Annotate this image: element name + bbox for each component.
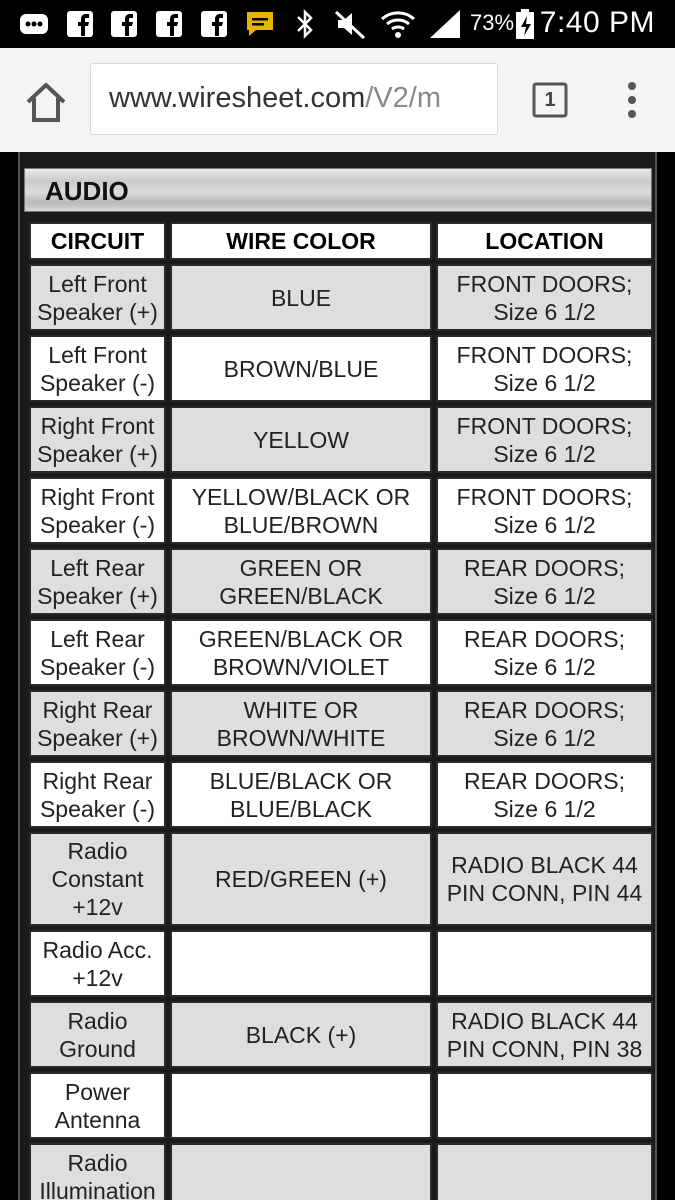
- cell-line: Size 6 1/2: [493, 298, 596, 325]
- cell-line: PIN CONN, PIN 38: [446, 1035, 643, 1062]
- cell-line: RADIO BLACK 44: [451, 852, 638, 878]
- cell-line: Left Rear: [50, 625, 145, 652]
- cell-line: Power: [64, 1078, 131, 1105]
- cell-line: Right Front: [40, 483, 155, 510]
- cell-line: Size 6 1/2: [493, 795, 596, 822]
- cell-wire-color: [170, 930, 432, 997]
- cell-wire-color: [170, 1143, 432, 1200]
- section-title: AUDIO: [45, 176, 129, 206]
- cell-line: BLUE/BROWN: [223, 511, 379, 538]
- cell-circuit: [29, 1072, 166, 1139]
- cell-circuit: [29, 477, 166, 544]
- facebook-icon: [200, 8, 228, 40]
- tabs-button[interactable]: [532, 82, 568, 118]
- table-row: [29, 548, 653, 615]
- cell-line: Speaker (-): [39, 511, 156, 538]
- table-body: [29, 264, 653, 1200]
- table-row: [29, 761, 653, 828]
- cell-line: Size 6 1/2: [493, 724, 596, 751]
- cell-wire-color: [170, 1001, 432, 1068]
- url-text: [109, 82, 441, 115]
- cell-line: REAR DOORS;: [463, 554, 626, 581]
- cell-line: GREEN/BLACK OR: [198, 625, 404, 652]
- cell-line: BLUE: [270, 284, 332, 311]
- cell-line: YELLOW/BLACK OR: [191, 483, 411, 510]
- cell-wire-color: [170, 548, 432, 615]
- cell-line: +12v: [72, 894, 123, 920]
- url-path: /V2/m: [365, 82, 441, 114]
- table-row: [29, 1072, 653, 1139]
- cell-line: BROWN/BLUE: [223, 355, 379, 382]
- cell-line: Left Rear: [50, 554, 145, 581]
- cell-location: [436, 690, 653, 757]
- cell-line: Radio: [67, 838, 128, 864]
- cell-location: [436, 1072, 653, 1139]
- cell-location: [436, 1143, 653, 1200]
- cell-line: PIN CONN, PIN 44: [446, 880, 643, 906]
- cell-line: FRONT DOORS;: [456, 341, 633, 368]
- overflow-menu-icon[interactable]: [620, 80, 644, 120]
- cell-line: REAR DOORS;: [463, 696, 626, 723]
- table-row: [29, 335, 653, 402]
- table-row: [29, 1143, 653, 1200]
- cell-location: [436, 264, 653, 331]
- cell-line: REAR DOORS;: [463, 625, 626, 652]
- cell-wire-color: [170, 619, 432, 686]
- cell-line: Left Front: [48, 341, 147, 368]
- facebook-icon: [110, 8, 138, 40]
- cell-line: Size 6 1/2: [493, 511, 596, 538]
- cell-line: Radio: [67, 1007, 128, 1034]
- bluetooth-icon: [292, 8, 318, 40]
- address-bar[interactable]: [90, 63, 498, 135]
- cell-line: Antenna: [54, 1106, 141, 1133]
- cell-line: BLUE/BLACK: [230, 795, 372, 822]
- cell-wire-color: [170, 406, 432, 473]
- cell-line: Size 6 1/2: [493, 653, 596, 680]
- table-row: [29, 832, 653, 926]
- cell-line: Speaker (-): [39, 369, 156, 396]
- cell-line: Speaker (-): [39, 653, 156, 680]
- tab-count: 1: [544, 89, 556, 111]
- cell-line: Right Front: [40, 412, 155, 439]
- clock: 7:40 PM: [539, 6, 655, 39]
- cell-line: BLACK (+): [245, 1021, 357, 1048]
- table-row: [29, 930, 653, 997]
- cell-line: BROWN/VIOLET: [212, 653, 390, 680]
- table-row: [29, 690, 653, 757]
- facebook-icon: [155, 8, 183, 40]
- cell-line: Size 6 1/2: [493, 582, 596, 609]
- cell-circuit: [29, 832, 166, 926]
- cell-circuit: [29, 1143, 166, 1200]
- cell-wire-color: [170, 1072, 432, 1139]
- cell-location: [436, 930, 653, 997]
- home-icon[interactable]: [24, 80, 68, 124]
- cell-line: RADIO BLACK 44: [451, 1007, 638, 1034]
- cell-location: [436, 761, 653, 828]
- url-host: www.wiresheet.com: [109, 82, 366, 114]
- cell-line: Speaker (+): [37, 298, 158, 325]
- cell-line: Ground: [59, 1035, 136, 1062]
- content-frame: [18, 152, 657, 1200]
- cell-circuit: [29, 406, 166, 473]
- battery-charging-icon: [514, 8, 536, 40]
- cell-line: Size 6 1/2: [493, 440, 596, 467]
- mute-icon: [334, 8, 366, 40]
- column-header-circuit: CIRCUIT: [29, 222, 166, 260]
- cell-location: [436, 548, 653, 615]
- signal-icon: [428, 8, 462, 40]
- cell-line: Speaker (+): [37, 440, 158, 467]
- cell-line: Radio Acc.: [42, 936, 153, 963]
- table-row: [29, 619, 653, 686]
- cell-line: +12v: [72, 964, 123, 991]
- section-header: [24, 168, 652, 212]
- cell-circuit: [29, 619, 166, 686]
- cell-line: Speaker (+): [37, 724, 158, 751]
- cell-line: RED/GREEN (+): [215, 866, 387, 892]
- battery-percent: 73%: [470, 10, 515, 35]
- cell-line: Right Rear: [42, 767, 153, 794]
- cell-line: GREEN OR: [239, 554, 363, 581]
- cell-line: BLUE/BLACK OR: [209, 767, 393, 794]
- cell-line: Radio: [67, 1149, 128, 1176]
- cell-location: [436, 619, 653, 686]
- column-header-wire-color: WIRE COLOR: [170, 222, 432, 260]
- cell-circuit: [29, 548, 166, 615]
- cell-wire-color: [170, 477, 432, 544]
- status-bar: [0, 0, 675, 48]
- cell-line: Constant: [51, 866, 144, 892]
- column-header-location: LOCATION: [436, 222, 653, 260]
- table-row: [29, 1001, 653, 1068]
- browser-toolbar: [0, 48, 675, 152]
- table-header-row: [29, 222, 653, 260]
- cell-wire-color: [170, 690, 432, 757]
- table-row: [29, 477, 653, 544]
- cell-wire-color: [170, 761, 432, 828]
- cell-line: Size 6 1/2: [493, 369, 596, 396]
- cell-circuit: [29, 930, 166, 997]
- web-page[interactable]: [0, 152, 675, 1200]
- cell-location: [436, 335, 653, 402]
- cell-circuit: [29, 690, 166, 757]
- cell-line: Illumination: [39, 1177, 156, 1200]
- cell-line: Left Front: [48, 270, 147, 297]
- cell-line: FRONT DOORS;: [456, 483, 633, 510]
- cell-line: BROWN/WHITE: [216, 724, 386, 751]
- cell-circuit: [29, 761, 166, 828]
- cell-line: YELLOW: [253, 426, 349, 453]
- cell-line: REAR DOORS;: [463, 767, 626, 794]
- cell-line: FRONT DOORS;: [456, 412, 633, 439]
- cell-line: Speaker (+): [37, 582, 158, 609]
- cell-line: WHITE OR: [243, 696, 359, 723]
- cell-line: Speaker (-): [39, 795, 156, 822]
- cell-wire-color: [170, 264, 432, 331]
- table-row: [29, 264, 653, 331]
- cell-circuit: [29, 1001, 166, 1068]
- facebook-icon: [66, 8, 94, 40]
- chat-icon: [244, 8, 276, 40]
- cell-location: [436, 1001, 653, 1068]
- wiring-table: [25, 218, 657, 1200]
- cell-circuit: [29, 264, 166, 331]
- cell-location: [436, 477, 653, 544]
- wifi-icon: [380, 8, 416, 40]
- cell-location: [436, 406, 653, 473]
- cell-line: Right Rear: [42, 696, 153, 723]
- cell-wire-color: [170, 335, 432, 402]
- cell-line: GREEN/BLACK: [219, 582, 383, 609]
- messenger-icon: [18, 8, 50, 40]
- cell-circuit: [29, 335, 166, 402]
- cell-wire-color: [170, 832, 432, 926]
- cell-line: FRONT DOORS;: [456, 270, 633, 297]
- table-row: [29, 406, 653, 473]
- cell-location: [436, 832, 653, 926]
